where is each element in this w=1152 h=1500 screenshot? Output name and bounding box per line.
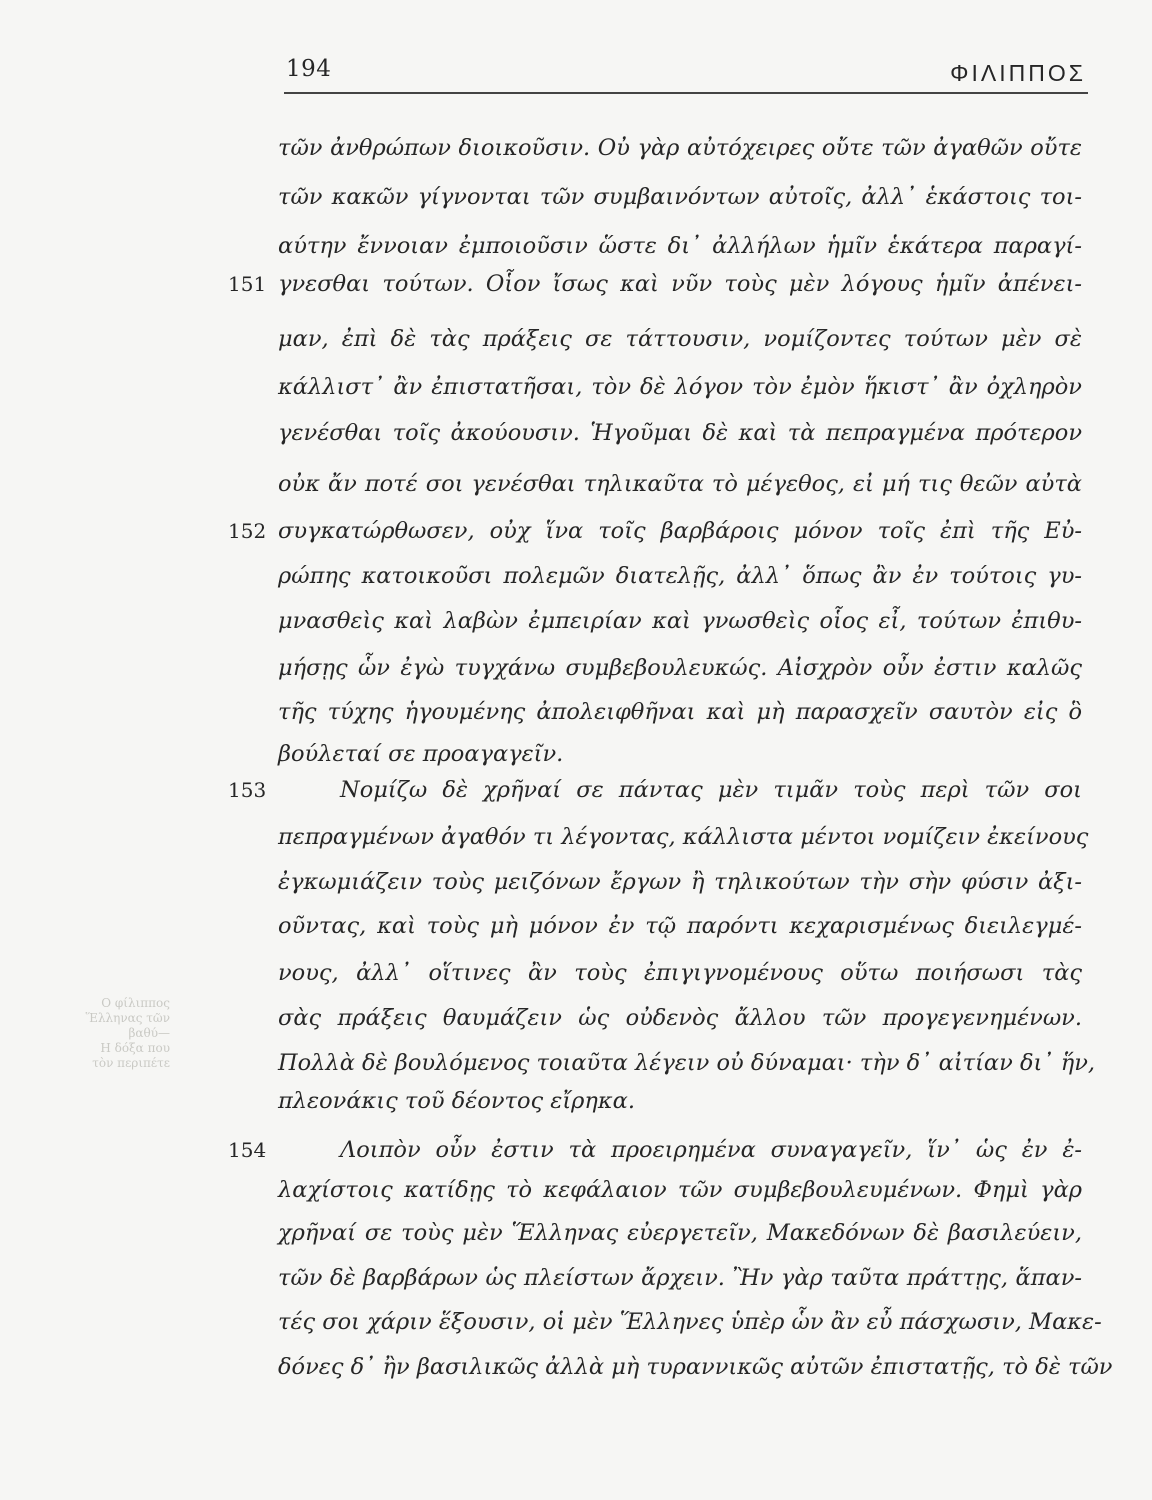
section-number: 154 — [228, 1138, 267, 1162]
bleed-through-text — [0, 996, 170, 1071]
text-line: Λοιπὸν οὖν ἐστιν τὰ προειρημένα συναγαγεῖν, ἵν᾿ ὡς ἐν ἐ- — [340, 1137, 1082, 1163]
text-line: οὐκ ἄν ποτέ σοι γενέσθαι τηλικαῦτα τὸ μέγεθος, εἰ μή τις θεῶν αὐτὰ — [278, 471, 1082, 497]
text-line: λαχίστοις κατίδῃς τὸ κεφάλαιον τῶν συμβεβουλευμένων. Φημὶ γὰρ — [278, 1177, 1082, 1203]
text-line: τῶν κακῶν γίγνονται τῶν συμβαινόντων αὐτοῖς, ἀλλ᾿ ἑκάστοις τοι- — [278, 184, 1082, 210]
text-line: χρῆναί σε τοὺς μὲν Ἕλληνας εὐεργετεῖν, Μακεδόνων δὲ βασιλεύειν, — [278, 1220, 1082, 1246]
bleed-through-line: Ἕλληνας τῶν — [85, 1011, 170, 1025]
text-line: δόνες δ᾿ ἢν βασιλικῶς ἀλλὰ μὴ τυραννικῶς αὐτῶν ἐπιστατῇς, τὸ δὲ τῶν — [278, 1354, 1113, 1380]
text-line: τῆς τύχης ἡγουμένης ἀπολειφθῆναι καὶ μὴ παρασχεῖν σαυτὸν εἰς ὃ — [278, 699, 1082, 725]
text-line: Πολλὰ δὲ βουλόμενος τοιαῦτα λέγειν οὐ δύναμαι· τὴν δ᾿ αἰτίαν δι᾿ ἥν, — [278, 1050, 1096, 1076]
running-head — [284, 56, 1088, 94]
bleed-through-line: τὸν περιπέτε — [92, 1056, 170, 1070]
text-line: κάλλιστ᾿ ἂν ἐπιστατῆσαι, τὸν δὲ λόγον τὸν ἐμὸν ἥκιστ᾿ ἂν ὀχληρὸν — [278, 374, 1082, 400]
text-line: βούλεταί σε προαγαγεῖν. — [278, 741, 564, 767]
bleed-through-line: Η δόξα που — [100, 1041, 170, 1055]
text-line: οῦντας, καὶ τοὺς μὴ μόνον ἐν τῷ παρόντι κεχαρισμένως διειλεγμέ- — [278, 913, 1082, 939]
section-number: 151 — [228, 272, 267, 296]
text-line: τῶν ἀνθρώπων διοικοῦσιν. Οὐ γὰρ αὐτόχειρες οὔτε τῶν ἀγαθῶν οὔτε — [278, 135, 1082, 161]
section-number: 153 — [228, 778, 267, 802]
text-line: μήσῃς ὧν ἐγὼ τυγχάνω συμβεβουλευκώς. Αἰσχρὸν οὖν ἐστιν καλῶς — [278, 655, 1082, 681]
text-line: τές σοι χάριν ἕξουσιν, οἱ μὲν Ἕλληνες ὑπὲρ ὧν ἂν εὖ πάσχωσιν, Μακε- — [278, 1309, 1102, 1335]
text-line: αύτην ἔννοιαν ἐμποιοῦσιν ὥστε δι᾿ ἀλλήλων ἡμῖν ἑκάτερα παραγί- — [278, 233, 1082, 259]
section-number: 152 — [228, 519, 267, 543]
text-line: γνεσθαι τούτων. Οἷον ἴσως καὶ νῦν τοὺς μὲν λόγους ἡμῖν ἀπένει- — [278, 271, 1082, 297]
text-line: ἐγκωμιάζειν τοὺς μειζόνων ἔργων ἢ τηλικούτων τὴν σὴν φύσιν ἀξι- — [278, 869, 1082, 895]
text-line: συγκατώρθωσεν, οὐχ ἵνα τοῖς βαρβάροις μόνον τοῖς ἐπὶ τῆς Εὐ- — [278, 518, 1082, 544]
text-line: τῶν δὲ βαρβάρων ὡς πλείστων ἄρχειν. Ἢν γὰρ ταῦτα πράττῃς, ἅπαν- — [278, 1265, 1082, 1291]
text-line: ρώπης κατοικοῦσι πολεμῶν διατελῇς, ἀλλ᾿ ὅπως ἂν ἐν τούτοις γυ- — [278, 563, 1082, 589]
text-line: νους, ἀλλ᾿ οἵτινες ἂν τοὺς ἐπιγιγνομένους οὕτω ποιήσωσι τὰς — [278, 960, 1082, 986]
text-line: σὰς πράξεις θαυμάζειν ὡς οὐδενὸς ἄλλου τῶν προγεγενημένων. — [278, 1005, 1082, 1031]
text-line: Νομίζω δὲ χρῆναί σε πάντας μὲν τιμᾶν τοὺς περὶ τῶν σοι — [340, 777, 1082, 803]
text-line: πεπραγμένων ἀγαθόν τι λέγοντας, κάλλιστα μέντοι νομίζειν ἐκείνους — [278, 824, 1089, 850]
text-line: μνασθεὶς καὶ λαβὼν ἐμπειρίαν καὶ γνωσθεὶς οἷος εἶ, τούτων ἐπιθυ- — [278, 608, 1082, 634]
text-line: πλεονάκις τοῦ δέοντος εἴρηκα. — [278, 1088, 635, 1114]
text-line: γενέσθαι τοῖς ἀκούουσιν. Ἡγοῦμαι δὲ καὶ τὰ πεπραγμένα πρότερον — [278, 420, 1082, 446]
bleed-through-line: βαθύ— — [128, 1026, 170, 1040]
page-number: 194 — [286, 56, 332, 82]
bleed-through-line: Ο φίλιππος — [101, 996, 170, 1010]
running-title: ΦΙΛΙΠΠΟΣ — [950, 60, 1086, 86]
text-line: μαν, ἐπὶ δὲ τὰς πράξεις σε τάττουσιν, νομίζοντες τούτων μὲν σὲ — [278, 326, 1082, 352]
